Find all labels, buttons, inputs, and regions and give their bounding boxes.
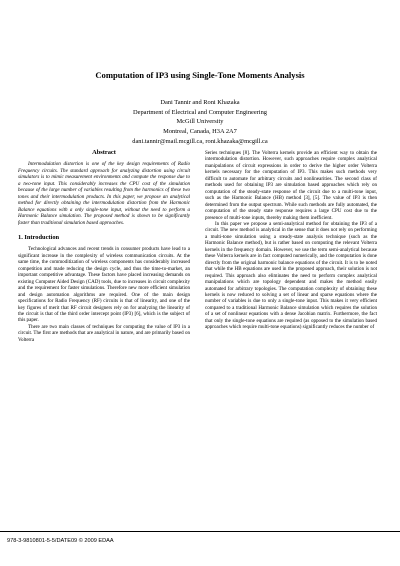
abstract-text: Intermodulation distortion is one of the key design requirements of Radio Frequency circuits. The standard approach for analyzing distortion using circuit simulators is to mimic measurement environments and compute the response due to a two-tone input. This considerably increases the CPU cost of the simulation because of the large number of variables resulting from the harmonics of these two tones and their intermodulation products. In this paper, we propose an analytical method for directly obtaining the intermodulation distortion from the Harmonic Balance equations with a only single-tone input, without the need to perform a Harmonic Balance simulation. The proposed method is shown to be significantly faster than traditional simulation based approaches. — [18, 161, 190, 226]
introduction-heading: 1. Introduction — [18, 233, 60, 241]
author-emails: dani.tannir@mail.mcgill.ca, roni.khazaka@mcgill.ca — [132, 137, 268, 145]
right-paragraph-2: In this paper we propose a semi-analytical method for obtaining the IP3 of a circuit. The new method is analytical in the sense that it does not rely on performing a multi-tone simulation using a steady-state analysis technique (such as the Harmonic Balance method), but is rather based on computing the relevant Volterra kernels in the frequency domain. However, we use the term semi-analytical because these Volterra kernels are in fact computed numerically, and the computation is done directly from the original harmonic balance equations of the circuit. It is to be noted that while the HB equations are used in the proposed approach, their solution is not required. This approach also eliminates the need to perform complex analytical manipulations which are topology dependent and makes the method easily automated for arbitrary topologies. The computation complexity of obtaining these kernels is now reduced to solving a set of linear and sparse equations where the number of variables is due to only a single-tone input. This makes it very efficient compared to a traditional Harmonic Balance simulation which requires the solution of a set of nonlinear equations with a dense Jacobian matrix. Furthermore, the fact that only the single-tone equations are required (as opposed to the simulation based approaches which require multi-tone equations) significantly reduces the number of — [205, 220, 377, 331]
copyright-footer — [0, 531, 400, 552]
author-names: Dani Tannir and Roni Khazaka — [160, 99, 240, 106]
intro-paragraph-1: Technological advances and recent trends in consumer products have lead to a significant increase in the complexity of wireless communication circuits. At the same time, the commoditization of wireless components has considerably increased competition and made reducing the design cycle, and thus the time-to-market, an important competitive advantage. These factors have placed increasing demands on existing Computer Aided Design (CAD) tools, due to increases in circuit complexity and the requirement for faster simulations. Therefore new more efficient simulation and design automation algorithms are required. One of the main design specifications for Radio Frequency (RF) circuits is that of linearity, and one of the key figures of merit that RF circuit designers rely on for analyzing the linearity of the circuit is that of the third order intercept point (IP3) [6], which is the subject of this paper. — [18, 246, 190, 324]
right-column — [205, 150, 377, 331]
author-block — [0, 98, 400, 147]
intro-paragraph-2: There are two main classes of techniques for computing the value of IP3 in a circuit. The first are methods that are analytical in nature, and are primarily based on Volterra — [18, 323, 190, 343]
right-paragraph-1: Series techniques [8]. The Volterra kernels provide an efficient way to obtain the intermodulation distortion. However, such approaches require complex analytical manipulations of circuit expressions in order to derive the higher order Volterra kernels necessary for the computation of IP3. This makes such methods very difficult to automate for arbitrary circuits and nonlinearities. The second class of methods used for obtaining IP3 are simulation based approaches which rely on computation of the steady-state response of the circuit due to a multi-tone input, such as the Harmonic Balance (HB) method [3], [5]. The value of IP3 is then determined from the output spectrum. While such methods are fully automated, the computation of the steady state response requires a large CPU cost due to the presence of multi-tone inputs, thereby making them inefficient. — [205, 150, 377, 221]
location: Montreal, Canada, H3A 2A7 — [163, 128, 237, 136]
copyright-text: 978-3-9810801-5-5/DATE09 © 2009 EDAA — [7, 538, 114, 544]
abstract-heading: Abstract — [92, 149, 116, 156]
university: McGill University — [176, 118, 224, 126]
left-column — [18, 150, 190, 343]
paper-title: Computation of IP3 using Single-Tone Moments Analysis — [95, 70, 305, 80]
department: Department of Electrical and Computer Engineering — [133, 108, 267, 116]
